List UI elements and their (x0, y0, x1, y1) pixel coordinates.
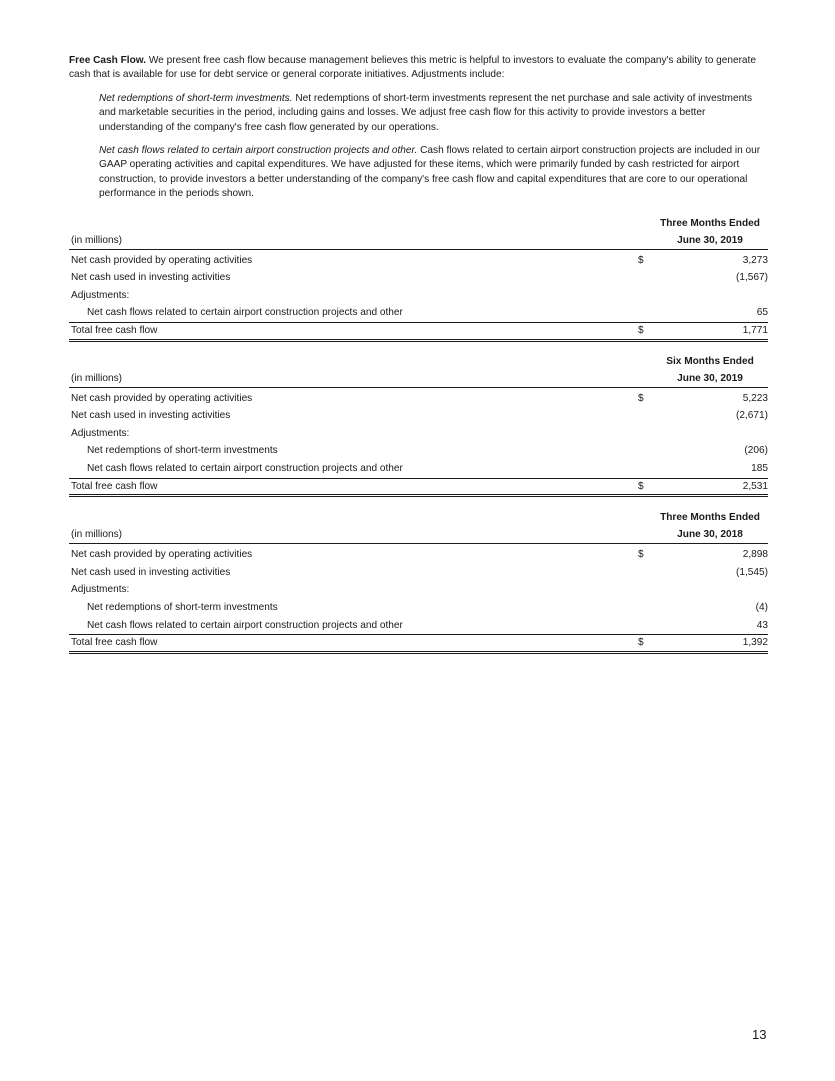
table-header (69, 354, 768, 390)
currency-symbol: $ (638, 254, 644, 266)
currency-symbol: $ (638, 392, 644, 404)
row-label: Net cash flows related to certain airport construction projects and other (87, 463, 403, 474)
date-header: June 30, 2019 (677, 372, 743, 384)
row-label: Adjustments: (71, 584, 130, 596)
free-cash-flow-tables (69, 216, 768, 654)
adjustment-text: Net redemptions of short-term investments represent the net purchase and sale activity of investments and marketable securities in the period, including gains and losses. We adjust free cash flow for this activity to provide investors a better understanding of the company's free cash flow generated by our operations. (99, 92, 753, 133)
adjustment-paragraph-short-term (99, 92, 768, 135)
row-label: Net cash provided by operating activities (71, 392, 253, 404)
row-label: Net cash used in investing activities (71, 566, 231, 578)
intro-lead: Free Cash Flow. (69, 55, 147, 66)
table-header (69, 216, 768, 252)
table-row (69, 599, 768, 617)
total-label: Total free cash flow (71, 637, 158, 649)
free-cash-flow-table (69, 216, 768, 342)
total-value: 2,531 (742, 480, 768, 492)
adjustment-title: Net cash flows related to certain airport construction projects and other. (99, 145, 418, 157)
row-value: (1,545) (736, 566, 768, 578)
total-label: Total free cash flow (71, 480, 158, 492)
row-label: Net cash provided by operating activities (71, 549, 253, 561)
row-value: 185 (751, 463, 768, 474)
date-header: June 30, 2018 (677, 529, 743, 541)
row-label: Adjustments: (71, 289, 130, 301)
table-row (69, 546, 768, 564)
intro-text: We present free cash flow because management believes this metric is helpful to investors to evaluate the company's ability to generate cash that is available for use for debt service or general corporate initiatives. Adjustments include: (69, 55, 756, 81)
period-header: Three Months Ended (660, 217, 760, 229)
row-value: 65 (756, 307, 768, 319)
unit-label: (in millions) (71, 529, 123, 541)
row-label: Net cash flows related to certain airport construction projects and other (87, 619, 403, 631)
currency-symbol: $ (638, 480, 644, 492)
date-header: June 30, 2019 (677, 234, 743, 246)
unit-label: (in millions) (71, 234, 123, 246)
adjustment-text: Cash flows related to certain airport construction projects are included in our GAAP operating activities and capital expenditures. We have adjusted for these items, which were primarily funded by cash restricted for airport construction, to provide investors a better understanding of the company's free cash flow and capital expenditures that are core to our operational performance in the periods shown. (99, 145, 761, 200)
row-value: (1,567) (736, 272, 768, 284)
row-label: Net redemptions of short-term investments (87, 445, 278, 457)
total-row (69, 634, 768, 654)
total-value: 1,392 (742, 637, 768, 649)
adjustment-title: Net redemptions of short-term investments. (99, 92, 293, 104)
table-row (69, 442, 768, 460)
row-label: Net redemptions of short-term investments (87, 601, 278, 613)
page-number: 13 (752, 1027, 767, 1042)
row-value: 43 (756, 619, 768, 631)
table-row (69, 252, 768, 270)
table-row (69, 269, 768, 287)
header-rule (69, 387, 768, 388)
table-row (69, 425, 768, 443)
table-row (69, 460, 768, 478)
header-rule (69, 249, 768, 250)
row-label: Net cash used in investing activities (71, 272, 231, 284)
unit-label: (in millions) (71, 372, 123, 384)
row-value: (206) (744, 445, 768, 457)
intro-paragraph (69, 54, 768, 83)
currency-symbol: $ (638, 549, 644, 561)
total-label: Total free cash flow (71, 325, 158, 337)
row-value: 5,223 (742, 392, 768, 404)
table-row (69, 581, 768, 599)
header-rule (69, 543, 768, 544)
row-label: Adjustments: (71, 427, 130, 439)
row-value: 3,273 (742, 254, 768, 266)
page-content (69, 54, 768, 654)
row-value: 2,898 (742, 549, 768, 561)
row-value: (4) (755, 601, 768, 613)
free-cash-flow-table (69, 510, 768, 654)
row-value: (2,671) (736, 410, 768, 422)
period-header: Six Months Ended (666, 355, 754, 367)
table-row (69, 287, 768, 305)
currency-symbol: $ (638, 637, 644, 649)
table-row (69, 304, 768, 322)
table-row (69, 390, 768, 408)
table-header (69, 510, 768, 546)
table-row (69, 564, 768, 582)
row-label: Net cash provided by operating activities (71, 254, 253, 266)
row-label: Net cash used in investing activities (71, 410, 231, 422)
free-cash-flow-table (69, 354, 768, 498)
period-header: Three Months Ended (660, 512, 760, 524)
adjustment-paragraph-airport (99, 144, 768, 202)
currency-symbol: $ (638, 325, 644, 337)
total-row (69, 322, 768, 342)
total-row (69, 478, 768, 498)
table-row (69, 617, 768, 635)
row-label: Net cash flows related to certain airport construction projects and other (87, 307, 403, 319)
table-row (69, 407, 768, 425)
total-value: 1,771 (742, 325, 768, 337)
